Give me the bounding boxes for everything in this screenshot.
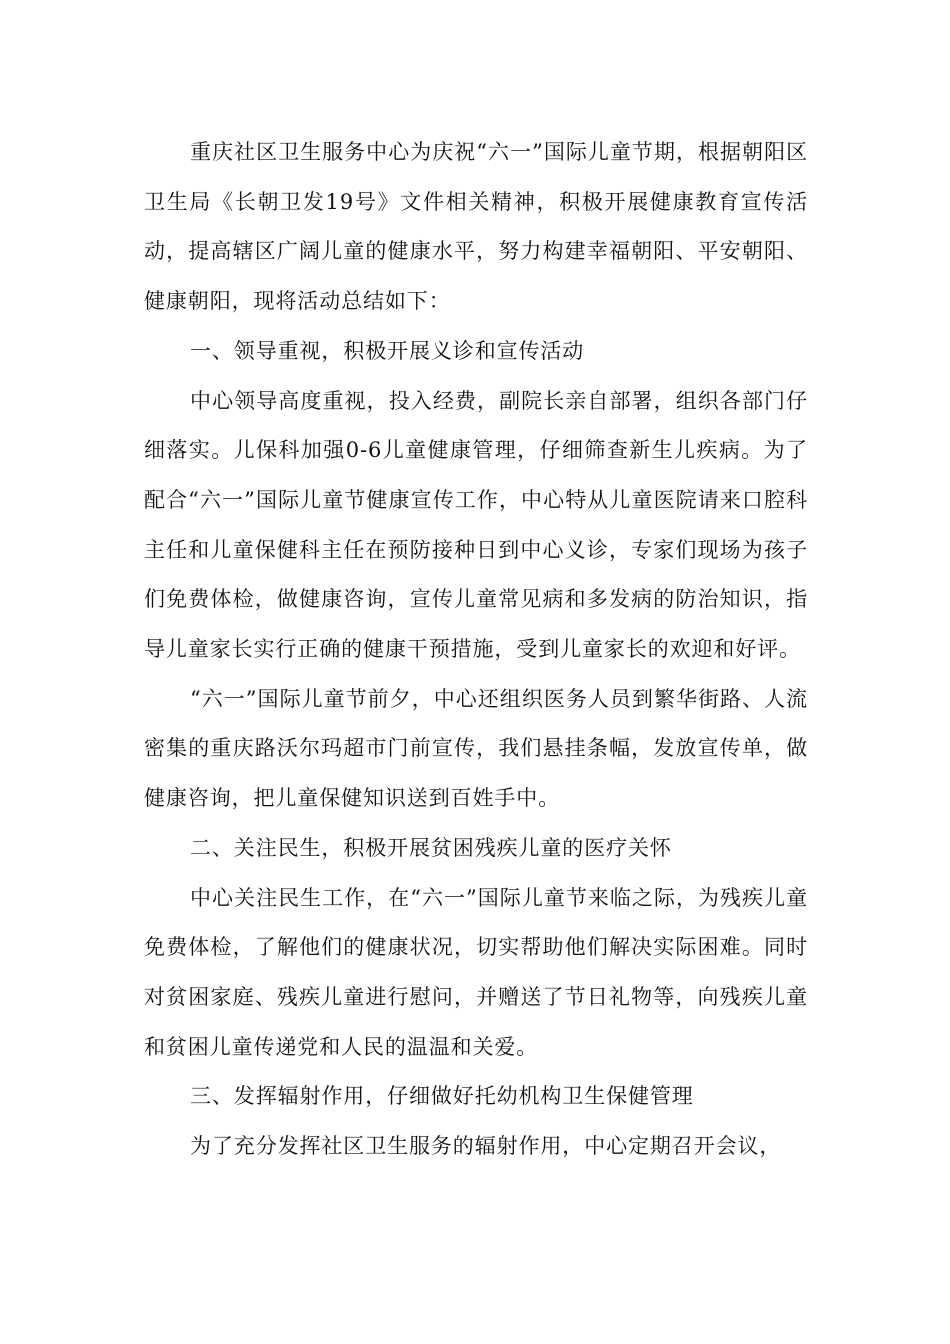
section-heading-2: 二、关注民生，积极开展贫困残疾儿童的医疗关怀 <box>190 835 672 860</box>
intro-paragraph: 重庆社区卫生服务中心为庆祝“六一”国际儿童节期，根据朝阳区卫生局《长朝卫发19号》文件相关精神，积极开展健康教育宣传活动，提高辖区广阔儿童的健康水平，努力构建幸福朝阳、平安朝阳、健康朝阳，现将活动总结如下： <box>144 140 808 314</box>
document-body <box>144 128 808 1172</box>
section-1-paragraph-2: “六一”国际儿童节前夕，中心还组织医务人员到繁华街路、人流密集的重庆路沃尔玛超市门前宣传，我们悬挂条幅，发放宣传单，做健康咨询，把儿童保健知识送到百姓手中。 <box>144 686 808 811</box>
section-2-paragraph-1: 中心关注民生工作，在“六一”国际儿童节来临之际，为残疾儿童免费体检，了解他们的健康状况，切实帮助他们解决实际困难。同时对贫困家庭、残疾儿童进行慰问，并赠送了节日礼物等，向残疾儿童和贫困儿童传递党和人民的温温和关爱。 <box>144 885 808 1059</box>
section-3-paragraph-1: 为了充分发挥社区卫生服务的辐射作用，中心定期召开会议， <box>190 1134 782 1159</box>
section-1-paragraph-1: 中心领导高度重视，投入经费，副院长亲自部署，组织各部门仔细落实。儿保科加强0-6儿童健康管理，仔细筛查新生儿疾病。为了配合“六一”国际儿童节健康宣传工作，中心特从儿童医院请来口腔科主任和儿童保健科主任在预防接种日到中心义诊，专家们现场为孩子们免费体检，做健康咨询，宣传儿童常见病和多发病的防治知识，指导儿童家长实行正确的健康干预措施，受到儿童家长的欢迎和好评。 <box>144 388 808 662</box>
section-heading-3: 三、发挥辐射作用，仔细做好托幼机构卫生保健管理 <box>190 1084 694 1109</box>
section-heading-1: 一、领导重视，积极开展义诊和宣传活动 <box>190 338 585 363</box>
